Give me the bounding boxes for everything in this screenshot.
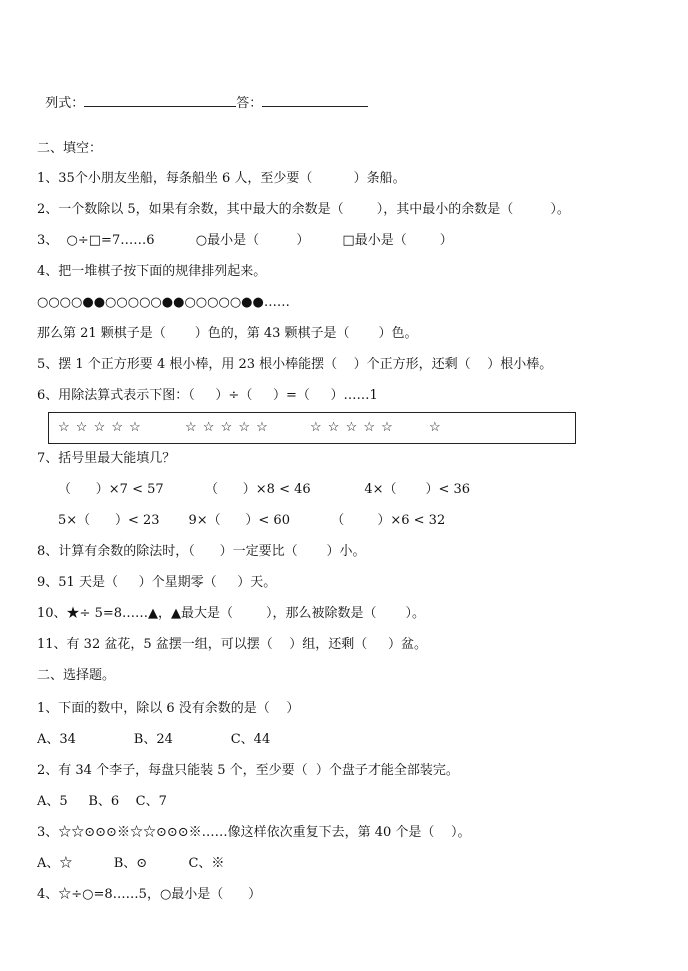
question-5: 5、摆 1 个正方形要 4 根小棒，用 23 根小棒能摆（ ）个正方形，还剩（ ）根小棒。: [37, 357, 553, 372]
choice-question-1: 1、下面的数中，除以 6 没有余数的是（ ）: [37, 701, 300, 716]
question-1: 1、35个小朋友坐船，每条船坐 6 人，至少要（ ）条船。: [37, 171, 406, 186]
question-6: 6、用除法算式表示下图：（ ）÷（ ）=（ ）……1: [37, 388, 378, 403]
star-figure-box: [48, 412, 576, 444]
question-7: 7、括号里最大能填几？: [37, 451, 176, 466]
section-choice-title: 二、选择题。: [37, 668, 116, 683]
question-4: 4、把一堆棋子按下面的规律排列起来。: [37, 264, 267, 279]
choice-question-3: 3、☆☆⊙⊙⊙※☆☆⊙⊙⊙※……像这样依次重复下去，第 40 个是（ ）。: [37, 825, 471, 840]
star-group-2: ☆ ☆ ☆ ☆ ☆: [185, 420, 269, 435]
formula-blank[interactable]: [84, 94, 236, 107]
question-8: 8、计算有余数的除法时，（ ）一定要比（ ）小。: [37, 544, 366, 559]
question-9: 9、51 天是（ ）个星期零（ ）天。: [37, 575, 277, 590]
question-7-row-1: （ ）×7 < 57 （ ）×8 < 46 4×（ ）< 36: [58, 482, 471, 497]
section-fill-title: 二、填空：: [37, 141, 103, 156]
question-3: 3、 ○÷□=7……6 ○最小是（ ） □最小是（ ）: [37, 233, 453, 248]
chess-pattern: ○○○○●●○○○○○●●○○○○○●●……: [37, 295, 290, 310]
choice-question-2: 2、有 34 个李子，每盘只能装 5 个，至少要（ ）个盘子才能全部装完。: [37, 763, 459, 778]
choice-3-options: A、☆ B、⊙ C、※: [37, 856, 225, 871]
choice-2-options: A、5 B、6 C、7: [37, 794, 167, 809]
question-4-ask: 那么第 21 颗棋子是（ ）色的，第 43 颗棋子是（ ）色。: [37, 326, 418, 341]
choice-1-options: A、34 B、24 C、44: [37, 732, 271, 747]
answer-label: 答：: [236, 96, 263, 111]
answer-blank[interactable]: [262, 94, 368, 107]
star-group-4: ☆: [429, 420, 442, 435]
choice-question-4: 4、☆÷○=8……5，○最小是（ ）: [37, 887, 262, 902]
answer-line: [37, 78, 368, 112]
question-7-row-2: 5×（ ）< 23 9×（ ）< 60 （ ）×6 < 32: [58, 513, 446, 528]
question-10: 10、★÷ 5=8……▲，▲最大是（ ），那么被除数是（ ）。: [37, 606, 425, 621]
star-group-1: ☆ ☆ ☆ ☆ ☆: [58, 420, 142, 435]
question-11: 11、有 32 盆花，5 盆摆一组，可以摆（ ）组，还剩（ ）盆。: [37, 637, 427, 652]
formula-label: 列式：: [45, 96, 85, 111]
star-group-3: ☆ ☆ ☆ ☆ ☆: [310, 420, 394, 435]
question-2: 2、一个数除以 5，如果有余数，其中最大的余数是（ ），其中最小的余数是（ ）。: [37, 202, 570, 217]
